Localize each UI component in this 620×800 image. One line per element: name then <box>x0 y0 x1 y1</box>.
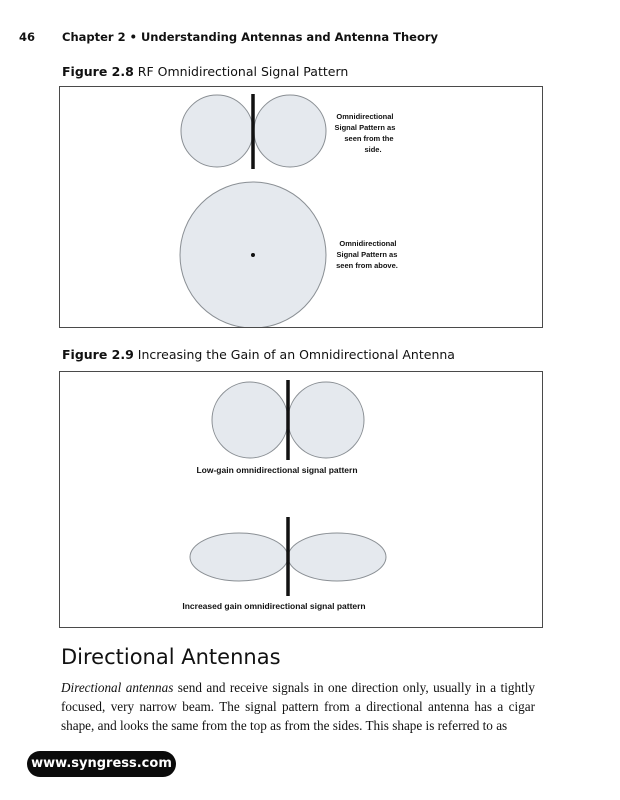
section-heading: Directional Antennas <box>61 645 281 669</box>
low-gain-lobe-left <box>212 382 288 458</box>
figure-2-9-frame <box>59 371 543 628</box>
website-badge[interactable] <box>27 751 176 777</box>
side-label-line-2: Signal Pattern as <box>334 123 396 132</box>
paragraph-term: Directional antennas <box>61 680 174 695</box>
page-number: 46 <box>19 30 36 44</box>
side-label-line-4: side. <box>364 145 382 154</box>
figure-2-8-diagram <box>60 87 542 327</box>
figure-2-8-title: RF Omnidirectional Signal Pattern <box>137 64 349 79</box>
figure-2-9-diagram <box>60 372 542 627</box>
high-gain-lobe-left <box>190 533 288 581</box>
paragraph-text: send and receive signals in one direction only, usually in a tightly focused, very narrow beam. The signal pattern from a directional antenna has a cigar shape, and looks the same from the top as from the sides. This shape is referred to as <box>61 680 535 733</box>
high-gain-pattern <box>190 517 386 596</box>
top-view-label <box>336 239 399 270</box>
high-gain-label: Increased gain omnidirectional signal pattern <box>182 601 366 611</box>
low-gain-label: Low-gain omnidirectional signal pattern <box>196 465 358 475</box>
side-label-line-3: seen from the <box>344 134 394 143</box>
figure-2-8-frame <box>59 86 543 328</box>
side-view-label <box>335 112 398 154</box>
low-gain-lobe-right <box>288 382 364 458</box>
body-paragraph <box>61 678 535 735</box>
antenna-dot <box>251 253 255 257</box>
chapter-header: Chapter 2 • Understanding Antennas and Antenna Theory <box>62 30 439 44</box>
figure-2-9-caption <box>62 347 455 362</box>
high-gain-lobe-right <box>288 533 386 581</box>
top-label-line-2: Signal Pattern as <box>336 250 398 259</box>
top-label-line-1: Omnidirectional <box>339 239 397 248</box>
figure-2-9-label: Figure 2.9 <box>62 347 134 362</box>
low-gain-pattern <box>212 380 364 460</box>
figure-2-9-title: Increasing the Gain of an Omnidirectional Antenna <box>137 347 455 362</box>
figure-2-8-label: Figure 2.8 <box>62 64 134 79</box>
side-label-line-1: Omnidirectional <box>336 112 394 121</box>
website-link[interactable]: www.syngress.com <box>31 756 172 771</box>
side-lobe-right <box>254 95 326 167</box>
side-view-pattern <box>181 94 326 169</box>
figure-2-8-caption <box>62 64 348 79</box>
side-lobe-left <box>181 95 253 167</box>
top-label-line-3: seen from above. <box>336 261 398 270</box>
top-view-pattern <box>180 182 326 327</box>
